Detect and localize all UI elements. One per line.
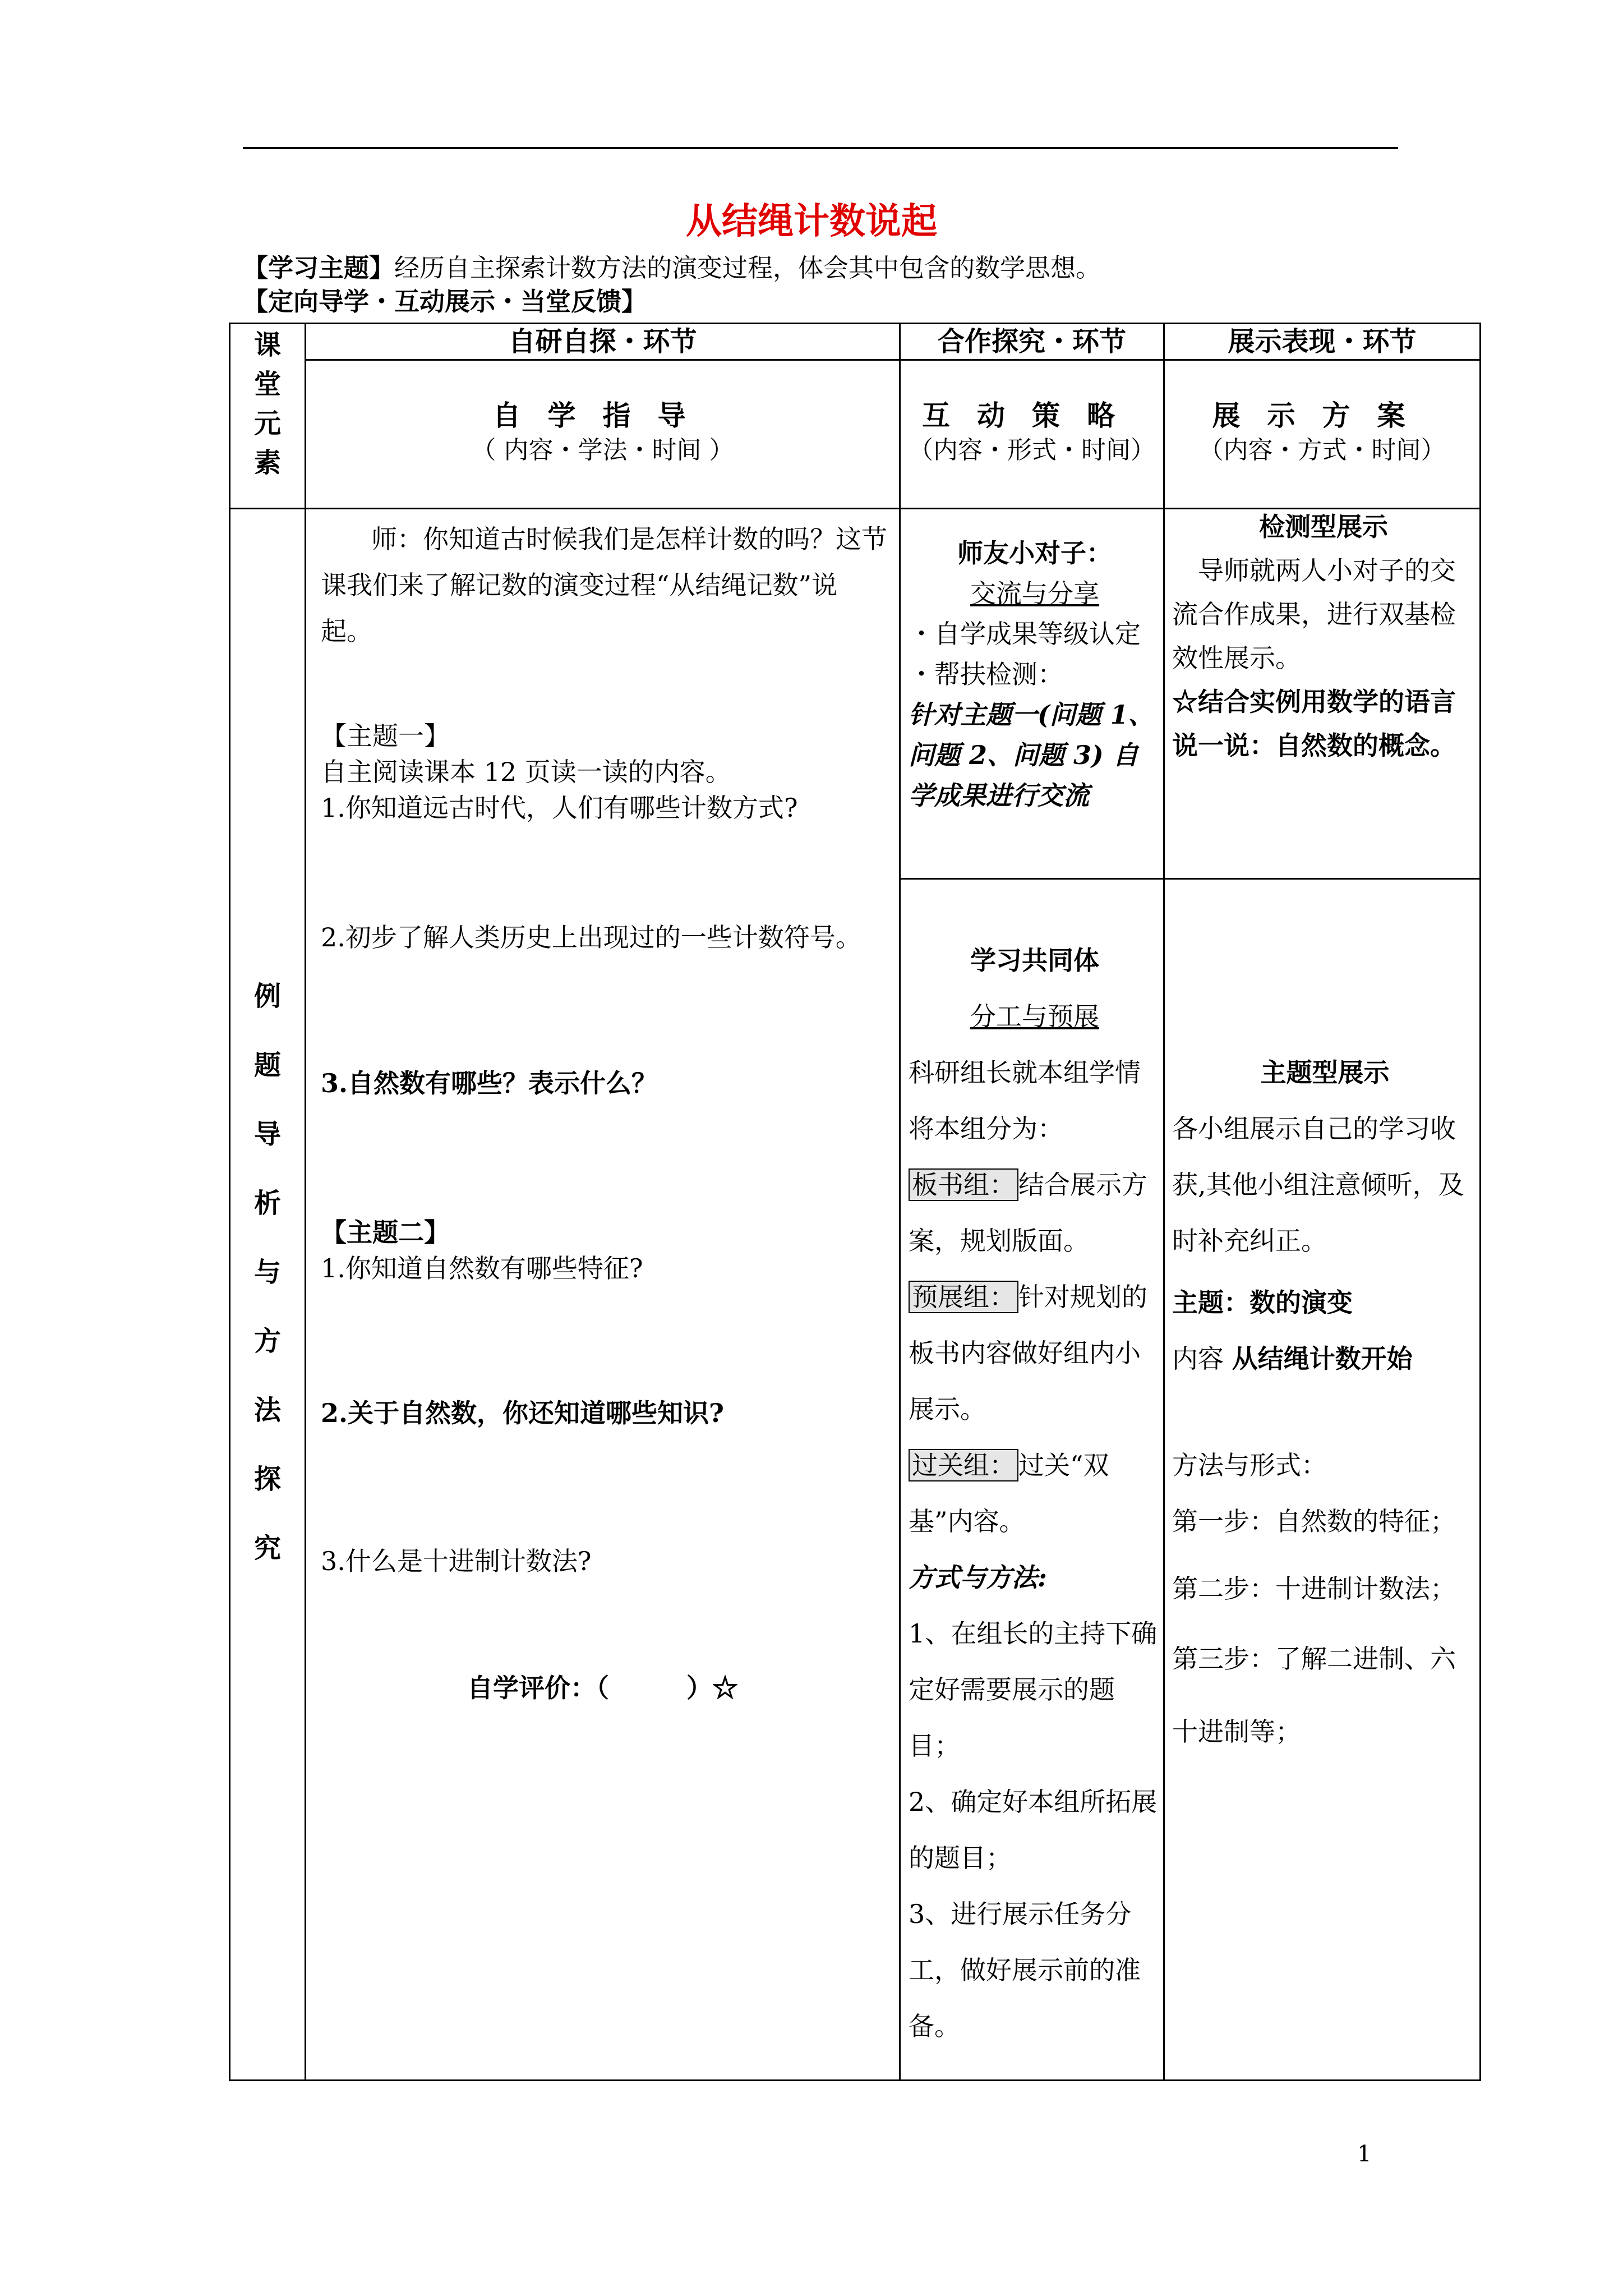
show-topic-label: 主题： [1172, 1287, 1249, 1318]
group-check [909, 1437, 1161, 1549]
grid-line [1163, 323, 1165, 2081]
col1-sub-title: 自学指导 [492, 399, 713, 432]
show-content-text: 从结绳计数开始 [1232, 1343, 1413, 1374]
col1-subheader [306, 398, 899, 468]
coop-bottom-p1: 科研组长就本组学情将本组分为： [909, 1057, 1141, 1144]
group-preview [909, 1269, 1161, 1437]
col3-header: 展示表现・环节 [1228, 326, 1417, 357]
self-evaluation: 自学评价：（ ）☆ [467, 1673, 738, 1703]
group-board-label: 板书组： [909, 1168, 1018, 1201]
show-content [1172, 1331, 1478, 1387]
topic1-label: 【主题一】 [321, 721, 450, 751]
show-topic [1172, 1274, 1478, 1331]
col2-sub-title: 互动策略 [922, 399, 1142, 432]
topic2-q2: 2.关于自然数，你还知道哪些知识? [321, 1398, 724, 1428]
coop-top-b2: ・帮扶检测： [909, 659, 1063, 689]
group-check-label: 过关组： [909, 1449, 1018, 1481]
col2-subheader [901, 398, 1163, 468]
page-title: 从结绳计数说起 [686, 200, 937, 242]
coop-bottom [909, 932, 1161, 2054]
coop-m3: 3、进行展示任务分工，做好展示前的准备。 [909, 1899, 1141, 2041]
show-method-title: 方法与形式： [1172, 1450, 1327, 1480]
header-rule [243, 147, 1398, 149]
col2-header: 合作探究・环节 [937, 326, 1126, 357]
topic1-block [321, 718, 887, 826]
coop-top-b1: ・自学成果等级认定 [909, 619, 1141, 649]
show-top-p1: 导师就两人小对子的交流合作成果，进行双基检效性展示。 [1172, 555, 1456, 673]
show-bottom-p1: 各小组展示自己的学习收获,其他小组注意倾听，及时补充纠正。 [1172, 1114, 1464, 1256]
show-top [1172, 505, 1475, 767]
group-board-text: 结合展示方案，规划版面。 [909, 1170, 1147, 1256]
show-bottom-title: 主题型展示 [1260, 1057, 1390, 1088]
coop-top [909, 533, 1161, 816]
col0-header [230, 325, 305, 482]
col1-header: 自研自探・环节 [508, 326, 697, 357]
self-study-intro: 师：你知道古时候我们是怎样计数的吗？这节课我们来了解记数的演变过程“从结绳记数”说起。 [321, 524, 887, 646]
topic2-q3: 3.什么是十进制计数法? [321, 1546, 592, 1576]
col0-char: 元 [253, 408, 281, 439]
coop-bottom-title: 学习共同体 [970, 945, 1099, 976]
coop-m1: 1、在组长的主持下确定好需要展示的题目； [909, 1618, 1158, 1761]
topic1-q1: 1.你知道远古时代，人们有哪些计数方式? [321, 793, 798, 823]
topic2-label: 【主题二】 [321, 1217, 450, 1248]
group-preview-label: 预展组： [909, 1281, 1018, 1313]
group-preview-text: 针对规划的板书内容做好组内小展示。 [909, 1282, 1147, 1424]
topic2-q1: 1.你知道自然数有哪些特征? [321, 1253, 643, 1283]
group-board [909, 1157, 1161, 1269]
show-s3: 第三步：了解二进制、六十进制等； [1172, 1644, 1456, 1747]
topic2-block [321, 1214, 887, 1286]
col0-body-char: 究 [253, 1533, 281, 1564]
show-content-label: 内容 [1172, 1343, 1224, 1374]
coop-m2: 2、确定好本组所拓展的题目； [909, 1787, 1158, 1873]
show-s1: 第一步：自然数的特征； [1172, 1506, 1456, 1536]
col1-sub-note: （ 内容・学法・时间 ） [471, 436, 734, 464]
col0-body-char: 例 [253, 981, 281, 1012]
col0-body-char: 题 [253, 1050, 281, 1081]
col3-sub-note: （内容・方式・时间） [1198, 436, 1446, 464]
coop-top-b3: 针对主题一(问题 1、问题 2、问题 3) 自学成果进行交流 [909, 700, 1154, 811]
grid-line [899, 323, 901, 2081]
coop-top-title: 师友小对子： [957, 538, 1112, 568]
guide-line: 【定向导学・互动展示・当堂反馈】 [243, 287, 647, 316]
theme-label: 【学习主题】 [243, 253, 395, 283]
col0-body [230, 962, 305, 1583]
col0-body-char: 与 [253, 1257, 281, 1288]
page-number: 1 [1357, 2141, 1372, 2167]
col3-sub-title: 展示方案 [1212, 399, 1432, 432]
col0-char: 课 [253, 329, 281, 361]
grid-line [899, 878, 1481, 880]
col3-subheader [1165, 398, 1479, 468]
grid-line [305, 323, 306, 2081]
col0-char: 堂 [253, 369, 281, 400]
show-bottom [1172, 1045, 1478, 1768]
col0-body-char: 析 [253, 1188, 281, 1219]
group-check-text: 过关“双基”内容。 [909, 1450, 1109, 1536]
show-s2: 第二步：十进制计数法； [1172, 1573, 1456, 1604]
grid-line [305, 359, 1481, 361]
show-top-p2: ☆结合实例用数学的语言说一说：自然数的概念。 [1172, 687, 1456, 761]
topic1-q3: 3.自然数有哪些？表示什么？ [321, 1068, 658, 1098]
show-topic-text: 数的演变 [1249, 1287, 1353, 1318]
col0-body-char: 探 [253, 1464, 281, 1495]
col0-body-char: 法 [253, 1395, 281, 1426]
col2-sub-note: （内容・形式・时间） [909, 436, 1155, 464]
theme-text: 经历自主探索计数方法的演变过程，体会其中包含的数学思想。 [394, 253, 1101, 283]
topic1-task: 自主阅读课本 12 页读一读的内容。 [321, 757, 731, 787]
topic1-q2: 2.初步了解人类历史上出现过的一些计数符号。 [321, 922, 861, 953]
col0-body-char: 导 [253, 1119, 281, 1150]
coop-method-title: 方式与方法: [909, 1562, 1047, 1593]
learning-theme [243, 251, 1101, 285]
coop-bottom-sub: 分工与预展 [970, 1001, 1099, 1032]
col0-body-char: 方 [253, 1326, 281, 1357]
col0-char: 素 [253, 447, 281, 478]
show-top-title: 检测型展示 [1259, 512, 1388, 542]
coop-top-sub: 交流与分享 [970, 578, 1099, 609]
